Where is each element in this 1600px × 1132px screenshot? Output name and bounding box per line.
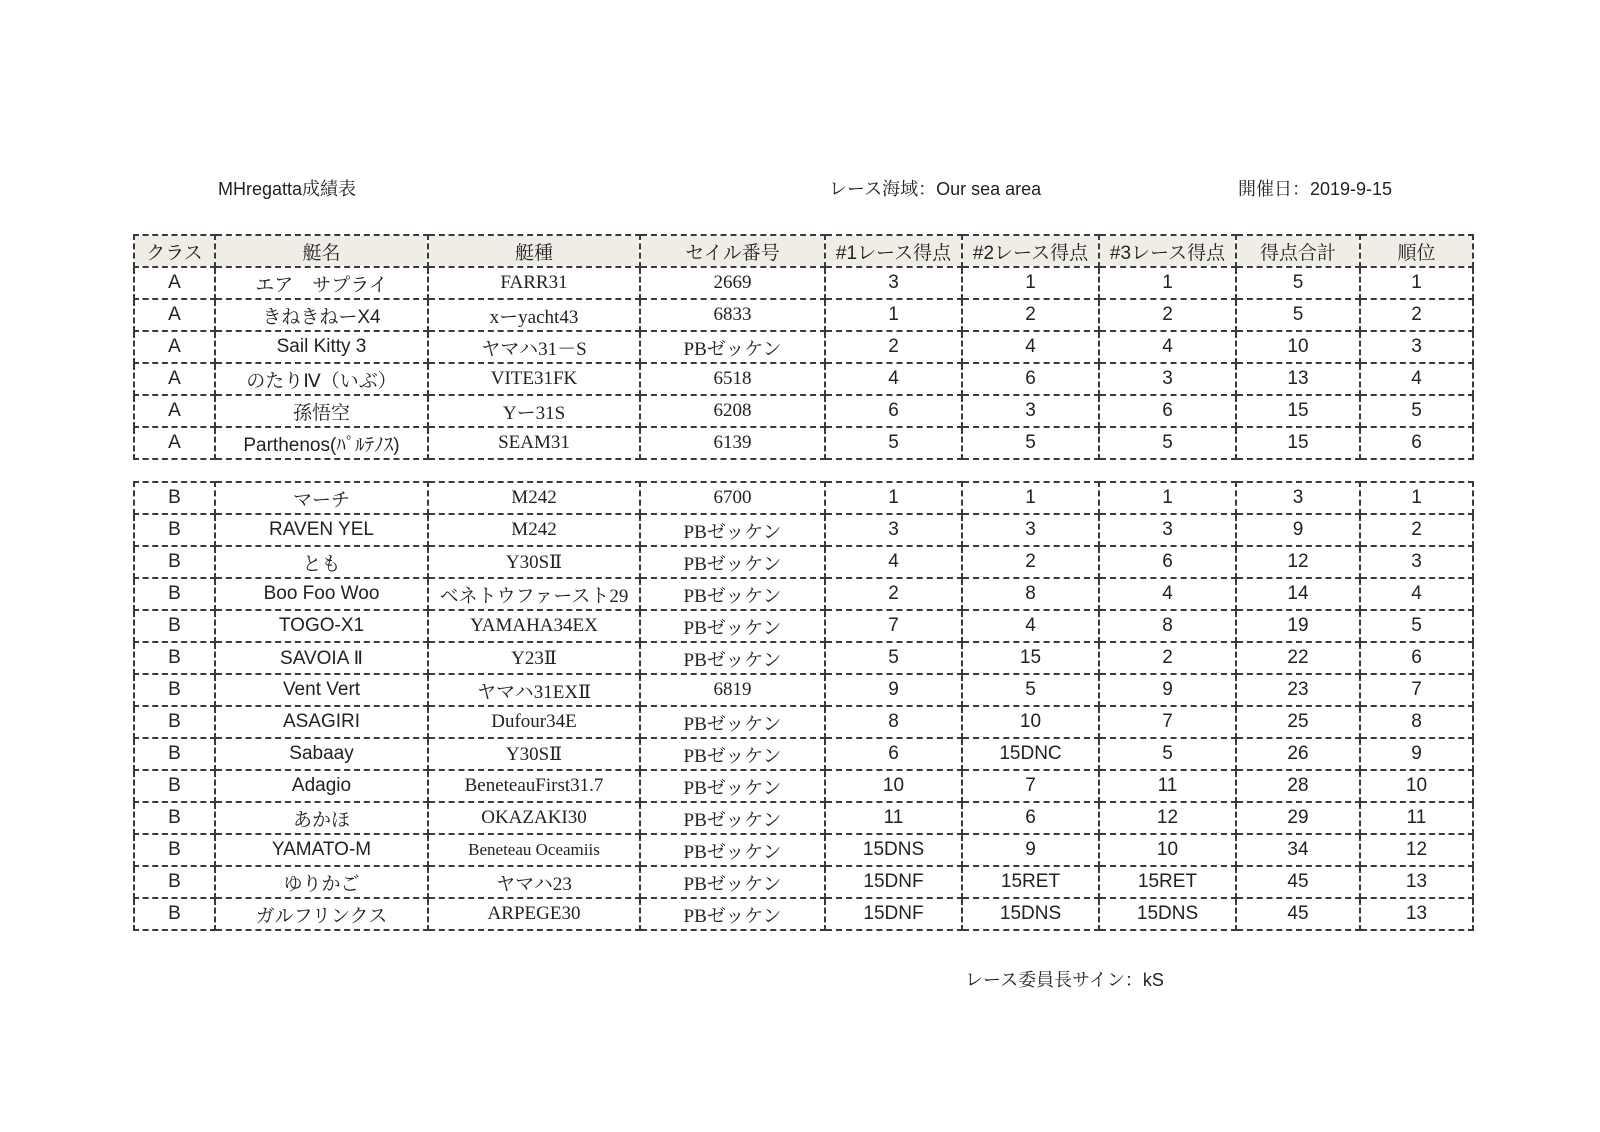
col-header-class: クラス [134, 235, 215, 267]
total-score-cell: 9 [1236, 514, 1360, 546]
race1-score-cell: 2 [825, 331, 962, 363]
race2-score-cell: 15 [962, 642, 1099, 674]
race-area: レース海域：Our sea area [829, 179, 1042, 199]
race3-score-cell: 11 [1099, 770, 1236, 802]
class-cell: B [134, 546, 215, 578]
class-cell: B [134, 514, 215, 546]
boat-name-cell: ゆりかご [215, 866, 428, 898]
sail-number-cell: 6819 [640, 674, 825, 706]
col-header-boat-type: 艇種 [428, 235, 640, 267]
race2-score-cell: 5 [962, 674, 1099, 706]
boat-name-cell: Parthenos(ﾊﾟﾙﾃﾉｽ) [215, 427, 428, 459]
race2-score-cell: 8 [962, 578, 1099, 610]
boat-type-cell: VITE31FK [428, 363, 640, 395]
col-header-race2: #2レース得点 [962, 235, 1099, 267]
boat-name-cell: ガルフリンクス [215, 898, 428, 930]
col-header-rank: 順位 [1360, 235, 1473, 267]
race1-score-cell: 15DNF [825, 866, 962, 898]
race3-score-cell: 6 [1099, 395, 1236, 427]
boat-name-cell: Boo Foo Woo [215, 578, 428, 610]
class-cell: A [134, 395, 215, 427]
table-row [134, 610, 1473, 642]
class-cell: A [134, 331, 215, 363]
boat-type-cell: SEAM31 [428, 427, 640, 459]
race2-score-cell: 15RET [962, 866, 1099, 898]
sail-number-cell: PBゼッケン [640, 866, 825, 898]
class-cell: B [134, 578, 215, 610]
race2-score-cell: 4 [962, 610, 1099, 642]
race1-score-cell: 10 [825, 770, 962, 802]
sail-number-cell: PBゼッケン [640, 514, 825, 546]
rank-cell: 1 [1360, 267, 1473, 299]
rank-cell: 4 [1360, 578, 1473, 610]
boat-type-cell: Dufour34E [428, 706, 640, 738]
race1-score-cell: 8 [825, 706, 962, 738]
table-row [134, 578, 1473, 610]
total-score-cell: 34 [1236, 834, 1360, 866]
rank-cell: 11 [1360, 802, 1473, 834]
boat-name-cell: マーチ [215, 482, 428, 514]
boat-type-cell: M242 [428, 514, 640, 546]
boat-type-cell: M242 [428, 482, 640, 514]
total-score-cell: 22 [1236, 642, 1360, 674]
class-cell: B [134, 674, 215, 706]
race2-score-cell: 1 [962, 482, 1099, 514]
class-cell: B [134, 770, 215, 802]
table-row [134, 395, 1473, 427]
sail-number-cell: PBゼッケン [640, 642, 825, 674]
col-header-race1: #1レース得点 [825, 235, 962, 267]
total-score-cell: 3 [1236, 482, 1360, 514]
table-row [134, 674, 1473, 706]
boat-name-cell: とも [215, 546, 428, 578]
boat-type-cell: FARR31 [428, 267, 640, 299]
race2-score-cell: 4 [962, 331, 1099, 363]
total-score-cell: 45 [1236, 898, 1360, 930]
rank-cell: 12 [1360, 834, 1473, 866]
sail-number-cell: 6700 [640, 482, 825, 514]
sail-number-cell: 6518 [640, 363, 825, 395]
race1-score-cell: 7 [825, 610, 962, 642]
race3-score-cell: 2 [1099, 642, 1236, 674]
boat-type-cell: ARPEGE30 [428, 898, 640, 930]
total-score-cell: 12 [1236, 546, 1360, 578]
race3-score-cell: 5 [1099, 427, 1236, 459]
table-row [134, 363, 1473, 395]
race2-score-cell: 15DNC [962, 738, 1099, 770]
sail-number-cell: PBゼッケン [640, 898, 825, 930]
rank-cell: 5 [1360, 610, 1473, 642]
race3-score-cell: 15RET [1099, 866, 1236, 898]
boat-name-cell: ASAGIRI [215, 706, 428, 738]
rank-cell: 9 [1360, 738, 1473, 770]
sail-number-cell: PBゼッケン [640, 738, 825, 770]
table-row [134, 546, 1473, 578]
boat-type-cell: BeneteauFirst31.7 [428, 770, 640, 802]
rank-cell: 13 [1360, 898, 1473, 930]
boat-type-cell: Y30SⅡ [428, 546, 640, 578]
total-score-cell: 25 [1236, 706, 1360, 738]
boat-type-cell: xーyacht43 [428, 299, 640, 331]
boat-name-cell: Adagio [215, 770, 428, 802]
table-row [134, 802, 1473, 834]
race2-score-cell: 1 [962, 267, 1099, 299]
race1-score-cell: 15DNS [825, 834, 962, 866]
boat-type-cell: ヤマハ31EXⅡ [428, 674, 640, 706]
sail-number-cell: PBゼッケン [640, 770, 825, 802]
table-row [134, 770, 1473, 802]
boat-name-cell: あかほ [215, 802, 428, 834]
sail-number-cell: PBゼッケン [640, 706, 825, 738]
rank-cell: 6 [1360, 427, 1473, 459]
boat-type-cell: Y30SⅡ [428, 738, 640, 770]
race2-score-cell: 3 [962, 514, 1099, 546]
table-row [134, 834, 1473, 866]
table-row [134, 738, 1473, 770]
class-cell: B [134, 898, 215, 930]
rank-cell: 3 [1360, 331, 1473, 363]
total-score-cell: 13 [1236, 363, 1360, 395]
boat-name-cell: SAVOIA Ⅱ [215, 642, 428, 674]
race2-score-cell: 2 [962, 299, 1099, 331]
col-header-sail-number: セイル番号 [640, 235, 825, 267]
race3-score-cell: 3 [1099, 363, 1236, 395]
class-cell: B [134, 738, 215, 770]
sail-number-cell: PBゼッケン [640, 578, 825, 610]
boat-name-cell: のたりⅣ（いぶ） [215, 363, 428, 395]
class-cell: B [134, 706, 215, 738]
boat-name-cell: 孫悟空 [215, 395, 428, 427]
class-cell: B [134, 482, 215, 514]
race1-score-cell: 5 [825, 427, 962, 459]
class-cell: A [134, 299, 215, 331]
header-row [134, 235, 1473, 267]
boat-name-cell: Sail Kitty 3 [215, 331, 428, 363]
class-cell: A [134, 363, 215, 395]
class-cell: B [134, 866, 215, 898]
document-title: MHregatta成績表 [218, 179, 357, 199]
table-row [134, 706, 1473, 738]
rank-cell: 7 [1360, 674, 1473, 706]
table-row [134, 482, 1473, 514]
table-row [134, 514, 1473, 546]
sail-number-cell: 6139 [640, 427, 825, 459]
race3-score-cell: 1 [1099, 267, 1236, 299]
class-cell: A [134, 427, 215, 459]
rank-cell: 13 [1360, 866, 1473, 898]
table-row [134, 331, 1473, 363]
race3-score-cell: 8 [1099, 610, 1236, 642]
class-cell: B [134, 834, 215, 866]
race1-score-cell: 15DNF [825, 898, 962, 930]
total-score-cell: 10 [1236, 331, 1360, 363]
race2-score-cell: 2 [962, 546, 1099, 578]
table-row [134, 299, 1473, 331]
race1-score-cell: 4 [825, 363, 962, 395]
sail-number-cell: 6833 [640, 299, 825, 331]
race1-score-cell: 2 [825, 578, 962, 610]
boat-type-cell: ベネトウファースト29 [428, 578, 640, 610]
boat-name-cell: Sabaay [215, 738, 428, 770]
race3-score-cell: 10 [1099, 834, 1236, 866]
sail-number-cell: PBゼッケン [640, 610, 825, 642]
boat-type-cell: Yー31S [428, 395, 640, 427]
sail-number-cell: PBゼッケン [640, 546, 825, 578]
boat-name-cell: エア サプライ [215, 267, 428, 299]
boat-name-cell: Vent Vert [215, 674, 428, 706]
race2-score-cell: 15DNS [962, 898, 1099, 930]
table-row [134, 642, 1473, 674]
race-committee-signature: レース委員長サイン：kS [965, 970, 1164, 990]
race3-score-cell: 12 [1099, 802, 1236, 834]
total-score-cell: 28 [1236, 770, 1360, 802]
total-score-cell: 5 [1236, 299, 1360, 331]
rank-cell: 8 [1360, 706, 1473, 738]
boat-type-cell: Beneteau Oceamiis [428, 834, 640, 866]
col-header-race3: #3レース得点 [1099, 235, 1236, 267]
race3-score-cell: 3 [1099, 514, 1236, 546]
race3-score-cell: 4 [1099, 578, 1236, 610]
class-cell: B [134, 642, 215, 674]
race2-score-cell: 10 [962, 706, 1099, 738]
boat-name-cell: RAVEN YEL [215, 514, 428, 546]
table-row [134, 267, 1473, 299]
race3-score-cell: 6 [1099, 546, 1236, 578]
rank-cell: 4 [1360, 363, 1473, 395]
total-score-cell: 14 [1236, 578, 1360, 610]
boat-name-cell: TOGO-X1 [215, 610, 428, 642]
results-table-class-a [133, 234, 1474, 460]
boat-type-cell: ヤマハ23 [428, 866, 640, 898]
race3-score-cell: 1 [1099, 482, 1236, 514]
race3-score-cell: 2 [1099, 299, 1236, 331]
race1-score-cell: 11 [825, 802, 962, 834]
boat-name-cell: YAMATO-M [215, 834, 428, 866]
race3-score-cell: 4 [1099, 331, 1236, 363]
boat-type-cell: ヤマハ31－S [428, 331, 640, 363]
col-header-total: 得点合計 [1236, 235, 1360, 267]
race1-score-cell: 4 [825, 546, 962, 578]
table-row [134, 427, 1473, 459]
race2-score-cell: 6 [962, 363, 1099, 395]
race1-score-cell: 9 [825, 674, 962, 706]
total-score-cell: 26 [1236, 738, 1360, 770]
col-header-boat-name: 艇名 [215, 235, 428, 267]
rank-cell: 1 [1360, 482, 1473, 514]
race2-score-cell: 7 [962, 770, 1099, 802]
race3-score-cell: 5 [1099, 738, 1236, 770]
race1-score-cell: 1 [825, 482, 962, 514]
class-cell: A [134, 267, 215, 299]
race2-score-cell: 6 [962, 802, 1099, 834]
race3-score-cell: 7 [1099, 706, 1236, 738]
class-cell: B [134, 802, 215, 834]
race1-score-cell: 3 [825, 514, 962, 546]
boat-name-cell: きねきねーX4 [215, 299, 428, 331]
boat-type-cell: YAMAHA34EX [428, 610, 640, 642]
total-score-cell: 15 [1236, 427, 1360, 459]
results-table-class-b [133, 481, 1474, 931]
race2-score-cell: 3 [962, 395, 1099, 427]
rank-cell: 10 [1360, 770, 1473, 802]
class-cell: B [134, 610, 215, 642]
table-row [134, 866, 1473, 898]
race1-score-cell: 6 [825, 395, 962, 427]
sail-number-cell: PBゼッケン [640, 331, 825, 363]
event-date: 開催日：2019-9-15 [1238, 179, 1393, 199]
race1-score-cell: 3 [825, 267, 962, 299]
rank-cell: 2 [1360, 514, 1473, 546]
boat-type-cell: OKAZAKI30 [428, 802, 640, 834]
sail-number-cell: 6208 [640, 395, 825, 427]
rank-cell: 2 [1360, 299, 1473, 331]
sail-number-cell: PBゼッケン [640, 834, 825, 866]
total-score-cell: 45 [1236, 866, 1360, 898]
sail-number-cell: 2669 [640, 267, 825, 299]
total-score-cell: 19 [1236, 610, 1360, 642]
boat-type-cell: Y23Ⅱ [428, 642, 640, 674]
race1-score-cell: 5 [825, 642, 962, 674]
total-score-cell: 5 [1236, 267, 1360, 299]
rank-cell: 5 [1360, 395, 1473, 427]
rank-cell: 6 [1360, 642, 1473, 674]
total-score-cell: 15 [1236, 395, 1360, 427]
total-score-cell: 23 [1236, 674, 1360, 706]
table-row [134, 898, 1473, 930]
race3-score-cell: 15DNS [1099, 898, 1236, 930]
rank-cell: 3 [1360, 546, 1473, 578]
total-score-cell: 29 [1236, 802, 1360, 834]
sail-number-cell: PBゼッケン [640, 802, 825, 834]
race1-score-cell: 1 [825, 299, 962, 331]
race2-score-cell: 9 [962, 834, 1099, 866]
race2-score-cell: 5 [962, 427, 1099, 459]
race1-score-cell: 6 [825, 738, 962, 770]
race3-score-cell: 9 [1099, 674, 1236, 706]
